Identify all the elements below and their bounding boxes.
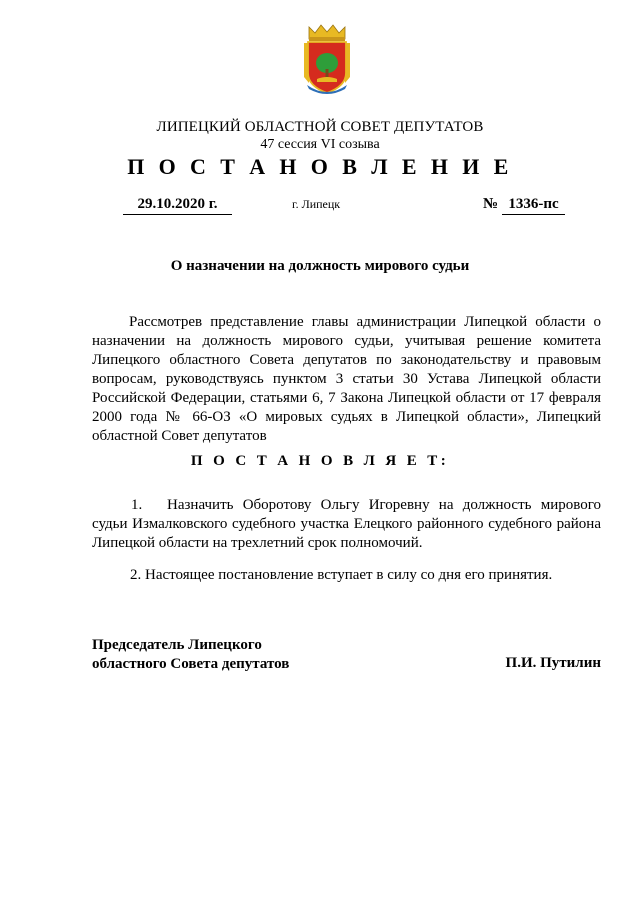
document-city: г. Липецк bbox=[292, 197, 341, 211]
resolves-heading: П О С Т А Н О В Л Я Е Т: bbox=[190, 453, 450, 469]
signatory-name: П.И. Путилин bbox=[505, 655, 601, 671]
document-number bbox=[483, 196, 565, 215]
organization-name: ЛИПЕЦКИЙ ОБЛАСТНОЙ СОВЕТ ДЕПУТАТОВ bbox=[156, 119, 484, 135]
signatory-title-line-2: областного Совета депутатов bbox=[92, 656, 290, 672]
document-subject: О назначении на должность мирового судьи bbox=[170, 258, 470, 274]
item-text: Назначить Оборотову Ольгу Игоревну на должность мирового судьи Измалковского судебного участка Елецкого районного судебного района Липецкой области на трехлетний срок полномочий. bbox=[92, 497, 601, 551]
resolution-item-2: 2. Настоящее постановление вступает в силу со дня его принятия. bbox=[130, 567, 553, 583]
coat-of-arms-icon bbox=[301, 23, 353, 95]
resolution-item-1 bbox=[92, 496, 601, 553]
session-info: 47 сессия VI созыва bbox=[260, 137, 380, 152]
document-date: 29.10.2020 г. bbox=[123, 196, 232, 215]
document-type: П О С Т А Н О В Л Е Н И Е bbox=[127, 154, 513, 179]
item-number: 1. bbox=[131, 497, 143, 513]
preamble-paragraph: Рассмотрев представление главы администрации Липецкой области о назначении на должность мирового судьи, учитывая решение комитета Липецкого областного Совета депутатов по законодательству и правовым вопросам, руководствуясь пунктом 3 статьи 30 Устава Липецкой области Российской Федерации, статьями 6, 7 Закона Липецкой области от 17 февраля 2000 года № 66-ОЗ «О мировых судьях в Липецкой области», Липецкий областной Совет депутатов bbox=[92, 314, 601, 444]
signatory-title-line-1: Председатель Липецкого bbox=[92, 637, 262, 653]
number-sign: № bbox=[483, 196, 499, 212]
number-value: 1336-пс bbox=[502, 196, 565, 215]
signatory-title bbox=[92, 636, 289, 674]
